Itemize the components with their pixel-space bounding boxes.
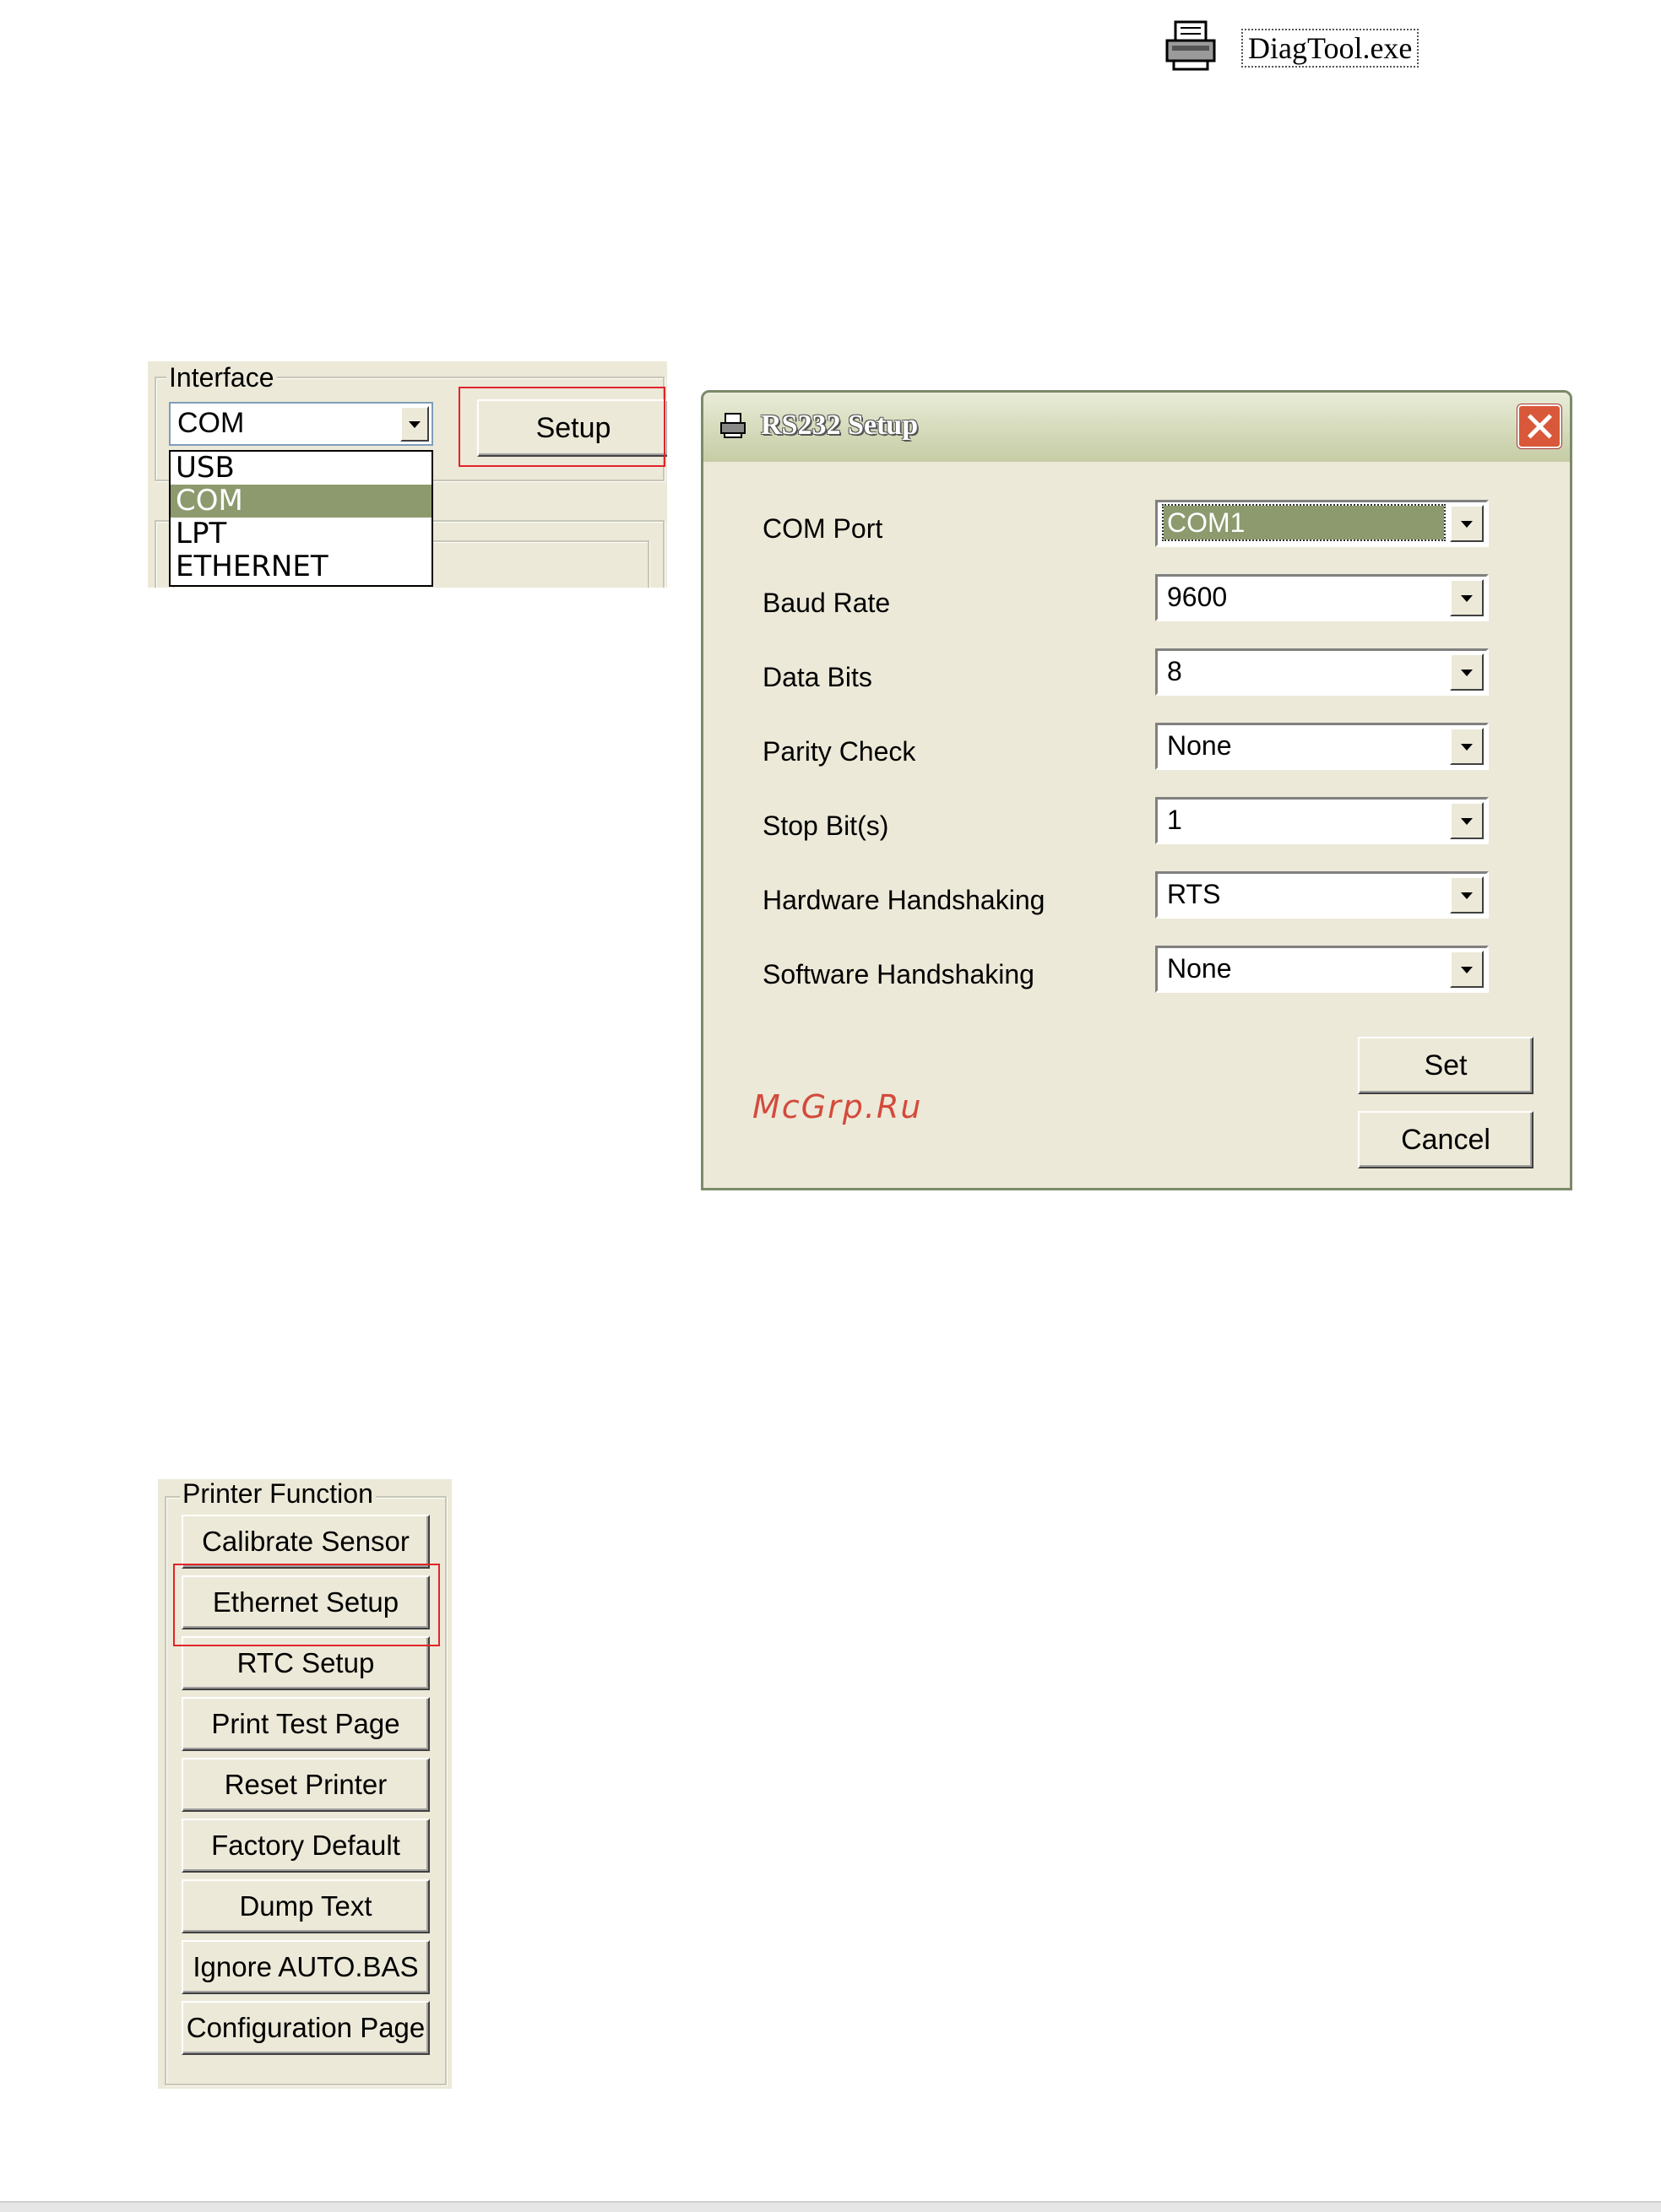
interface-combo-value: COM [177, 407, 245, 439]
close-icon[interactable] [1517, 404, 1561, 448]
dropdown-option-lpt[interactable]: LPT [176, 517, 227, 550]
baud-rate-label: Baud Rate [763, 588, 891, 618]
set-button[interactable]: Set [1358, 1037, 1533, 1094]
dump-text-button[interactable]: Dump Text [182, 1879, 430, 1933]
interface-group-title: Interface [166, 363, 277, 392]
chevron-down-icon[interactable] [1450, 802, 1484, 839]
setup-highlight-box [459, 387, 665, 467]
print-test-page-button[interactable]: Print Test Page [182, 1697, 430, 1751]
baud-rate-value: 9600 [1167, 582, 1228, 612]
ethernet-setup-button[interactable]: Ethernet Setup [182, 1575, 430, 1629]
chevron-down-icon[interactable] [1450, 653, 1484, 691]
interface-panel [148, 361, 667, 588]
parity-check-select[interactable] [1155, 723, 1489, 770]
diagtool-shortcut[interactable] [1164, 19, 1417, 76]
watermark: McGrp.Ru [752, 1088, 923, 1125]
factory-default-button[interactable]: Factory Default [182, 1819, 430, 1873]
data-bits-select[interactable] [1155, 648, 1489, 696]
ignore-autobas-button[interactable]: Ignore AUTO.BAS [182, 1940, 430, 1994]
parity-check-label: Parity Check [763, 736, 916, 767]
rtc-setup-button[interactable]: RTC Setup [182, 1636, 430, 1690]
hardware-handshaking-label: Hardware Handshaking [763, 885, 1045, 915]
stop-bits-select[interactable] [1155, 797, 1489, 844]
configuration-page-button[interactable]: Configuration Page [182, 2001, 430, 2055]
software-handshaking-value: None [1167, 953, 1232, 984]
interface-dropdown-list [169, 450, 433, 587]
chevron-down-icon[interactable] [1450, 728, 1484, 765]
printer-icon [1164, 19, 1221, 73]
chevron-down-icon[interactable] [1450, 951, 1484, 988]
data-bits-label: Data Bits [763, 662, 872, 692]
chevron-down-icon[interactable] [1450, 579, 1484, 616]
hardware-handshaking-value: RTS [1167, 879, 1221, 909]
dropdown-option-ethernet[interactable]: ETHERNET [176, 550, 328, 583]
dropdown-option-usb[interactable]: USB [176, 451, 235, 485]
calibrate-sensor-button[interactable]: Calibrate Sensor [182, 1515, 430, 1569]
diagtool-label: DiagTool.exe [1241, 29, 1419, 68]
dialog-title: RS232 Setup [761, 409, 919, 441]
rs232-setup-dialog [701, 390, 1572, 1190]
stop-bits-value: 1 [1167, 805, 1182, 835]
software-handshaking-select[interactable] [1155, 946, 1489, 993]
ethernet-setup-highlight-box [173, 1564, 440, 1646]
interface-combo[interactable] [169, 402, 433, 446]
printer-icon [719, 411, 747, 440]
printer-function-panel [158, 1479, 452, 2089]
chevron-down-icon[interactable] [1450, 505, 1484, 542]
software-handshaking-label: Software Handshaking [763, 959, 1034, 989]
parity-check-value: None [1167, 730, 1232, 761]
dropdown-option-com[interactable]: COM [171, 485, 432, 518]
stop-bits-label: Stop Bit(s) [763, 811, 889, 841]
reset-printer-button[interactable]: Reset Printer [182, 1758, 430, 1812]
chevron-down-icon[interactable] [1450, 876, 1484, 914]
data-bits-value: 8 [1167, 656, 1182, 686]
cancel-button[interactable]: Cancel [1358, 1111, 1533, 1168]
hardware-handshaking-select[interactable] [1155, 871, 1489, 919]
dialog-titlebar[interactable] [703, 393, 1570, 462]
printer-function-title: Printer Function [180, 1479, 376, 1508]
com-port-label: COM Port [763, 513, 883, 544]
chevron-down-icon[interactable] [400, 406, 429, 442]
setup-button[interactable]: Setup [477, 399, 667, 457]
page-footer-rule [0, 2201, 1661, 2212]
com-port-select[interactable] [1155, 500, 1489, 547]
baud-rate-select[interactable] [1155, 574, 1489, 621]
com-port-value: COM1 [1164, 506, 1444, 539]
